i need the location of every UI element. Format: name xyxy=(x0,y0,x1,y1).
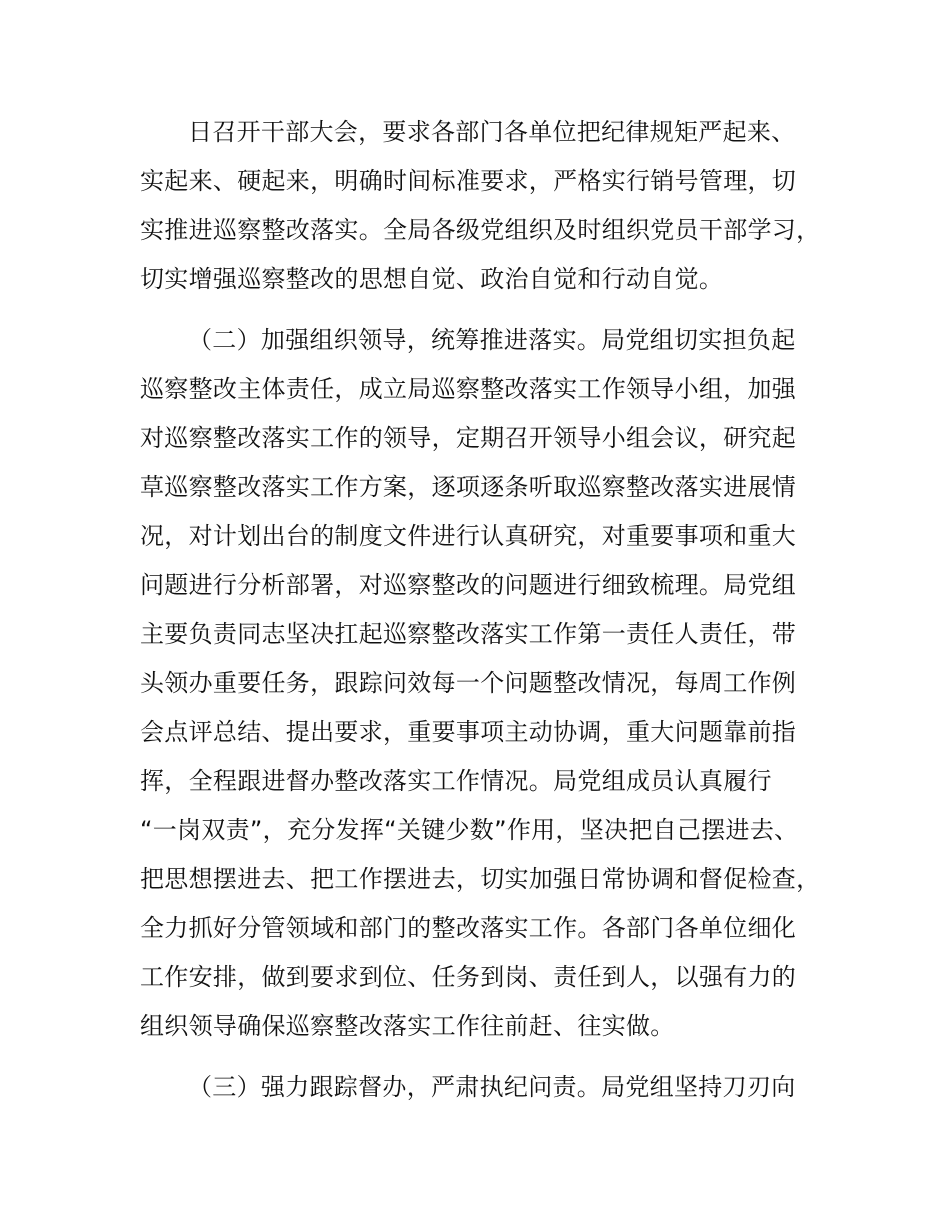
paragraph-3 xyxy=(140,1063,840,1112)
text-line: 对巡察整改落实工作的领导，定期召开领导小组会议，研究起 xyxy=(140,424,797,452)
text-line: 全力抓好分管领域和部门的整改落实工作。各部门各单位细化 xyxy=(140,914,797,942)
text-line: 日召开干部大会，要求各部门各单位把纪律规矩严起来、 xyxy=(188,118,796,146)
text-line: 挥，全程跟进督办整改落实工作情况。局党组成员认真履行 xyxy=(140,767,772,795)
paragraph-2 xyxy=(140,316,840,1051)
text-line: 切实增强巡察整改的思想自觉、政治自觉和行动自觉。 xyxy=(140,265,724,293)
text-line: 问题进行分析部署，对巡察整改的问题进行细致梳理。局党组 xyxy=(140,571,797,599)
text-line: 把思想摆进去、把工作摆进去，切实加强日常协调和督促检查， xyxy=(140,865,821,893)
text-line: 头领办重要任务，跟踪问效每一个问题整改情况，每周工作例 xyxy=(140,669,797,697)
text-line: （二）加强组织领导，统筹推进落实。局党组切实担负起 xyxy=(188,326,796,354)
text-line: 主要负责同志坚决扛起巡察整改落实工作第一责任人责任，带 xyxy=(140,620,797,648)
text-line: 实推进巡察整改落实。全局各级党组织及时组织党员干部学习， xyxy=(140,216,821,244)
document-body xyxy=(140,108,840,1112)
paragraph-1 xyxy=(140,108,840,304)
text-line: “一岗双责”，充分发挥“关键少数”作用，坚决把自己摆进去、 xyxy=(140,816,799,844)
text-line: 实起来、硬起来，明确时间标准要求，严格实行销号管理，切 xyxy=(140,167,797,195)
text-line: 工作安排，做到要求到位、任务到岗、责任到人，以强有力的 xyxy=(140,963,797,991)
text-line: 会点评总结、提出要求，重要事项主动协调，重大问题靠前指 xyxy=(140,718,797,746)
text-line: 草巡察整改落实工作方案，逐项逐条听取巡察整改落实进展情 xyxy=(140,473,797,501)
text-line: 巡察整改主体责任，成立局巡察整改落实工作领导小组，加强 xyxy=(140,375,797,403)
text-line: 组织领导确保巡察整改落实工作往前赶、往实做。 xyxy=(140,1012,675,1040)
text-line: （三）强力跟踪督办，严肃执纪问责。局党组坚持刀刃向 xyxy=(188,1073,796,1101)
text-line: 况，对计划出台的制度文件进行认真研究，对重要事项和重大 xyxy=(140,522,797,550)
